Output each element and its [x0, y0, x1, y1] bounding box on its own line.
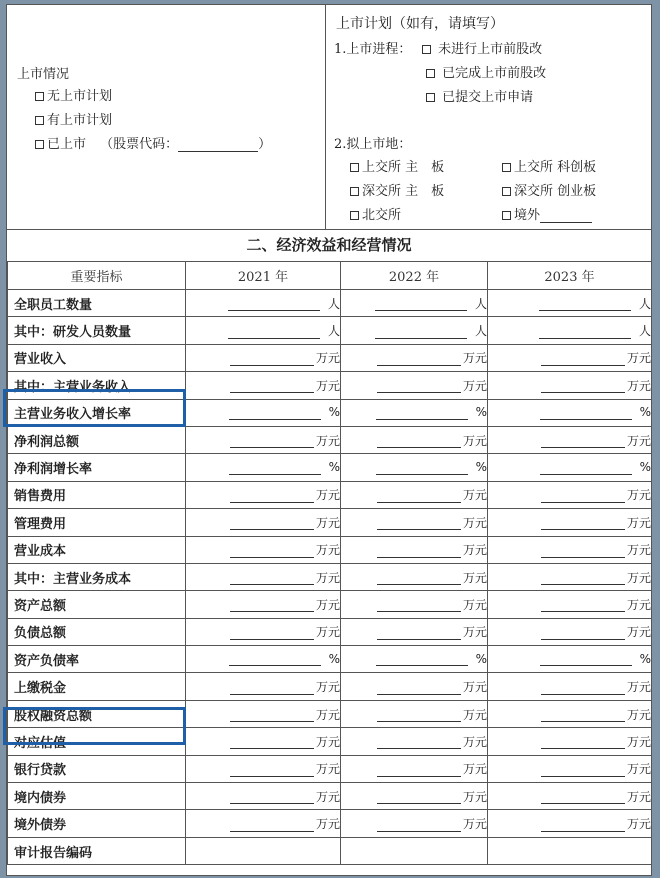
value-cell[interactable] [341, 591, 488, 618]
checkbox[interactable] [422, 45, 431, 54]
input-blank[interactable] [230, 763, 314, 777]
unit-label: 万元 [315, 762, 340, 777]
value-cell[interactable] [488, 755, 652, 782]
value-cell[interactable] [488, 591, 652, 618]
unit-label: 万元 [462, 351, 487, 366]
option-label: 无上市计划 [47, 89, 113, 104]
unit-label: % [475, 405, 487, 420]
input-blank[interactable] [229, 652, 321, 666]
table-row [8, 372, 652, 399]
value-cell[interactable] [186, 344, 341, 371]
row-label: 资产负债率 [8, 646, 186, 673]
unit-label: 万元 [626, 597, 651, 612]
input-blank[interactable] [541, 626, 625, 640]
option-label: 深交所 创业板 [514, 184, 597, 199]
stock-code-close: ） [258, 137, 272, 152]
value-cell[interactable] [341, 755, 488, 782]
listing-status-panel [7, 5, 325, 229]
value-cell[interactable] [186, 426, 341, 453]
value-cell[interactable] [186, 454, 341, 481]
table-row [8, 481, 652, 508]
row-label: 其中：研发人员数量 [8, 317, 186, 344]
input-blank[interactable] [229, 406, 321, 420]
venue-overseas[interactable] [502, 204, 592, 223]
row-label: 营业成本 [8, 536, 186, 563]
form-sheet [6, 4, 652, 876]
option-label: 北交所 [362, 208, 402, 223]
checkbox[interactable] [502, 163, 511, 172]
table-row [8, 810, 652, 837]
checkbox[interactable] [350, 211, 359, 220]
input-blank[interactable] [541, 818, 625, 832]
input-blank[interactable] [377, 818, 461, 832]
input-blank[interactable] [230, 489, 314, 503]
unit-label: 万元 [462, 625, 487, 640]
unit-label: 万元 [462, 707, 487, 722]
input-blank[interactable] [230, 571, 314, 585]
row-label: 管理费用 [8, 509, 186, 536]
progress-option-3[interactable] [426, 86, 533, 105]
value-cell[interactable] [186, 591, 341, 618]
input-blank[interactable] [541, 352, 625, 366]
value-cell[interactable] [341, 509, 488, 536]
table-row [8, 755, 652, 782]
row-label: 其中：主营业务成本 [8, 563, 186, 590]
venue-sse-main[interactable] [350, 156, 444, 175]
unit-label: 人 [327, 296, 340, 311]
input-blank[interactable] [377, 544, 461, 558]
venue-szse-main[interactable] [350, 180, 444, 199]
input-blank[interactable] [539, 325, 631, 339]
listing-section [7, 5, 651, 230]
input-blank[interactable] [541, 763, 625, 777]
unit-label: 万元 [462, 433, 487, 448]
checkbox[interactable] [426, 69, 435, 78]
unit-label: % [639, 460, 651, 475]
value-cell[interactable] [341, 426, 488, 453]
input-blank[interactable] [228, 325, 320, 339]
input-blank[interactable] [377, 708, 461, 722]
row-label: 银行贷款 [8, 755, 186, 782]
unit-label: 万元 [315, 515, 340, 530]
section-title: 二、经济效益和经营情况 [7, 229, 651, 262]
row-label: 营业收入 [8, 344, 186, 371]
table-row [8, 591, 652, 618]
value-cell[interactable] [488, 728, 652, 755]
value-cell[interactable] [488, 618, 652, 645]
input-blank[interactable] [377, 790, 461, 804]
input-blank[interactable] [541, 681, 625, 695]
input-blank[interactable] [377, 571, 461, 585]
input-blank[interactable] [541, 544, 625, 558]
listing-plan-panel [326, 5, 651, 229]
row-label: 主营业务收入增长率 [8, 399, 186, 426]
input-blank[interactable] [230, 352, 314, 366]
input-blank[interactable] [541, 735, 625, 749]
value-cell[interactable] [341, 317, 488, 344]
venue-sse-star[interactable] [502, 156, 596, 175]
table-row [8, 426, 652, 453]
table-header-row [8, 262, 652, 290]
row-label: 销售费用 [8, 481, 186, 508]
table-row [8, 536, 652, 563]
unit-label: 万元 [626, 433, 651, 448]
input-blank[interactable] [377, 489, 461, 503]
input-blank[interactable] [539, 297, 631, 311]
input-blank[interactable] [377, 598, 461, 612]
row-label: 资产总额 [8, 591, 186, 618]
input-blank[interactable] [377, 516, 461, 530]
unit-label: 人 [474, 324, 487, 339]
header-indicator: 重要指标 [8, 262, 186, 290]
unit-label: 万元 [315, 789, 340, 804]
value-cell[interactable] [186, 481, 341, 508]
option-label: 境外 [514, 208, 541, 223]
value-cell[interactable] [341, 646, 488, 673]
value-cell[interactable] [186, 646, 341, 673]
input-blank[interactable] [541, 571, 625, 585]
input-blank[interactable] [230, 544, 314, 558]
input-blank[interactable] [377, 434, 461, 448]
input-blank[interactable] [375, 325, 467, 339]
input-blank[interactable] [230, 818, 314, 832]
unit-label: 万元 [315, 597, 340, 612]
unit-label: 万元 [462, 515, 487, 530]
value-cell[interactable] [186, 563, 341, 590]
value-cell[interactable] [488, 837, 652, 864]
input-blank[interactable] [540, 652, 632, 666]
input-blank[interactable] [377, 735, 461, 749]
unit-label: 万元 [626, 515, 651, 530]
unit-label: 万元 [315, 734, 340, 749]
input-blank[interactable] [230, 379, 314, 393]
input-blank[interactable] [541, 790, 625, 804]
value-cell[interactable] [488, 536, 652, 563]
option-label: 上交所 主 板 [362, 160, 445, 175]
value-cell[interactable] [341, 481, 488, 508]
input-blank[interactable] [541, 489, 625, 503]
unit-label: 万元 [462, 789, 487, 804]
value-cell[interactable] [341, 290, 488, 317]
option-label: 已提交上市申请 [442, 90, 534, 105]
value-cell[interactable] [341, 783, 488, 810]
input-blank[interactable] [230, 516, 314, 530]
option-label: 上交所 科创板 [514, 160, 597, 175]
unit-label: 万元 [315, 817, 340, 832]
checkbox[interactable] [426, 93, 435, 102]
table-row [8, 837, 652, 864]
option-has-plan[interactable] [35, 109, 112, 128]
unit-label: 万元 [626, 817, 651, 832]
value-cell[interactable] [488, 563, 652, 590]
input-blank[interactable] [230, 681, 314, 695]
input-blank[interactable] [375, 297, 467, 311]
unit-label: 人 [474, 296, 487, 311]
value-cell[interactable] [341, 344, 488, 371]
table-row [8, 783, 652, 810]
input-blank[interactable] [541, 434, 625, 448]
unit-label: 万元 [315, 351, 340, 366]
unit-label: 万元 [626, 351, 651, 366]
unit-label: % [328, 651, 340, 666]
value-cell[interactable] [341, 810, 488, 837]
input-blank[interactable] [541, 598, 625, 612]
row-label: 其中：主营业务收入 [8, 372, 186, 399]
value-cell[interactable] [186, 810, 341, 837]
table-row [8, 454, 652, 481]
unit-label: 万元 [315, 488, 340, 503]
row-label: 负债总额 [8, 618, 186, 645]
option-label: 深交所 主 板 [362, 184, 445, 199]
unit-label: 万元 [626, 789, 651, 804]
unit-label: 万元 [626, 543, 651, 558]
option-label: 有上市计划 [47, 113, 113, 128]
unit-label: 万元 [626, 680, 651, 695]
input-blank[interactable] [229, 461, 321, 475]
value-cell[interactable] [488, 673, 652, 700]
input-blank[interactable] [541, 379, 625, 393]
unit-label: 万元 [462, 597, 487, 612]
unit-label: 万元 [626, 488, 651, 503]
input-blank[interactable] [230, 708, 314, 722]
table-row [8, 509, 652, 536]
table-row [8, 563, 652, 590]
progress-option-1[interactable] [422, 38, 542, 57]
progress-option-2[interactable] [426, 62, 546, 81]
row-label: 股权融资总额 [8, 700, 186, 727]
option-listed[interactable] [35, 133, 271, 152]
value-cell[interactable] [341, 673, 488, 700]
unit-label: 万元 [462, 488, 487, 503]
value-cell[interactable] [341, 454, 488, 481]
unit-label: 万元 [315, 570, 340, 585]
listing-status-title: 上市情况 [17, 67, 70, 82]
input-blank[interactable] [377, 352, 461, 366]
value-cell[interactable] [488, 317, 652, 344]
value-cell[interactable] [488, 481, 652, 508]
value-cell[interactable] [341, 399, 488, 426]
value-cell[interactable] [186, 399, 341, 426]
checkbox[interactable] [35, 92, 44, 101]
table-row [8, 317, 652, 344]
row-label: 净利润总额 [8, 426, 186, 453]
option-label: 已上市 [47, 137, 87, 152]
input-blank[interactable] [541, 516, 625, 530]
unit-label: 万元 [626, 625, 651, 640]
value-cell[interactable] [488, 509, 652, 536]
value-cell[interactable] [488, 426, 652, 453]
value-cell[interactable] [341, 372, 488, 399]
unit-label: 万元 [626, 734, 651, 749]
unit-label: 万元 [626, 570, 651, 585]
input-blank[interactable] [540, 461, 632, 475]
value-cell[interactable] [341, 837, 488, 864]
checkbox[interactable] [35, 140, 44, 149]
value-cell[interactable] [488, 344, 652, 371]
value-cell[interactable] [186, 783, 341, 810]
header-2022: 2022 年 [341, 262, 488, 290]
input-blank[interactable] [228, 297, 320, 311]
value-cell[interactable] [186, 536, 341, 563]
value-cell[interactable] [186, 509, 341, 536]
input-blank[interactable] [377, 763, 461, 777]
venue-szse-chinext[interactable] [502, 180, 596, 199]
overseas-field[interactable] [540, 208, 592, 223]
input-blank[interactable] [230, 735, 314, 749]
value-cell[interactable] [341, 536, 488, 563]
unit-label: 人 [638, 296, 651, 311]
table-row [8, 646, 652, 673]
value-cell[interactable] [488, 290, 652, 317]
checkbox[interactable] [350, 163, 359, 172]
value-cell[interactable] [186, 728, 341, 755]
unit-label: 万元 [315, 543, 340, 558]
unit-label: % [639, 651, 651, 666]
value-cell[interactable] [488, 783, 652, 810]
table-row [8, 700, 652, 727]
value-cell[interactable] [186, 673, 341, 700]
unit-label: 万元 [462, 570, 487, 585]
value-cell[interactable] [488, 700, 652, 727]
value-cell[interactable] [488, 810, 652, 837]
unit-label: % [639, 405, 651, 420]
value-cell[interactable] [186, 317, 341, 344]
unit-label: 万元 [462, 680, 487, 695]
value-cell[interactable] [186, 290, 341, 317]
input-blank[interactable] [377, 681, 461, 695]
input-blank[interactable] [541, 708, 625, 722]
input-blank[interactable] [377, 379, 461, 393]
input-blank[interactable] [376, 652, 468, 666]
row-label: 境外债券 [8, 810, 186, 837]
unit-label: 万元 [315, 378, 340, 393]
input-blank[interactable] [376, 461, 468, 475]
value-cell[interactable] [488, 372, 652, 399]
unit-label: 万元 [462, 734, 487, 749]
option-label: 未进行上市前股改 [438, 42, 543, 57]
input-blank[interactable] [377, 626, 461, 640]
option-no-plan[interactable] [35, 85, 112, 104]
value-cell[interactable] [186, 618, 341, 645]
checkbox[interactable] [502, 187, 511, 196]
table-row [8, 399, 652, 426]
row-label: 对应估值 [8, 728, 186, 755]
table-row [8, 344, 652, 371]
unit-label: 万元 [462, 762, 487, 777]
row-label: 上缴税金 [8, 673, 186, 700]
value-cell[interactable] [186, 372, 341, 399]
unit-label: 万元 [315, 680, 340, 695]
table-row [8, 673, 652, 700]
input-blank[interactable] [230, 790, 314, 804]
input-blank[interactable] [230, 626, 314, 640]
value-cell[interactable] [186, 700, 341, 727]
row-label: 全职员工数量 [8, 290, 186, 317]
value-cell[interactable] [186, 837, 341, 864]
unit-label: 万元 [315, 433, 340, 448]
unit-label: 人 [638, 324, 651, 339]
checkbox[interactable] [35, 116, 44, 125]
table-row [8, 728, 652, 755]
input-blank[interactable] [230, 598, 314, 612]
value-cell[interactable] [186, 755, 341, 782]
value-cell[interactable] [341, 728, 488, 755]
unit-label: % [328, 460, 340, 475]
venue-label: 2.拟上市地： [334, 137, 412, 152]
unit-label: 万元 [462, 817, 487, 832]
indicator-table [7, 261, 652, 865]
header-2021: 2021 年 [186, 262, 341, 290]
unit-label: 万元 [315, 707, 340, 722]
unit-label: % [475, 651, 487, 666]
value-cell[interactable] [341, 618, 488, 645]
value-cell[interactable] [488, 646, 652, 673]
unit-label: 万元 [315, 625, 340, 640]
stock-code-field[interactable] [178, 137, 258, 152]
option-label: 已完成上市前股改 [442, 66, 547, 81]
input-blank[interactable] [376, 406, 468, 420]
table-body [8, 290, 652, 865]
unit-label: 万元 [462, 378, 487, 393]
input-blank[interactable] [230, 434, 314, 448]
table-row [8, 290, 652, 317]
unit-label: % [328, 405, 340, 420]
checkbox[interactable] [350, 187, 359, 196]
value-cell[interactable] [341, 563, 488, 590]
header-2023: 2023 年 [488, 262, 652, 290]
unit-label: 万元 [462, 543, 487, 558]
unit-label: 万元 [626, 707, 651, 722]
unit-label: 人 [327, 324, 340, 339]
row-label: 境内债券 [8, 783, 186, 810]
value-cell[interactable] [488, 454, 652, 481]
table-row [8, 618, 652, 645]
unit-label: 万元 [626, 378, 651, 393]
row-label: 审计报告编码 [8, 837, 186, 864]
stock-code-label: （股票代码： [100, 137, 179, 152]
value-cell[interactable] [488, 399, 652, 426]
venue-bse[interactable] [350, 204, 401, 223]
row-label: 净利润增长率 [8, 454, 186, 481]
checkbox[interactable] [502, 211, 511, 220]
unit-label: % [475, 460, 487, 475]
input-blank[interactable] [540, 406, 632, 420]
unit-label: 万元 [626, 762, 651, 777]
value-cell[interactable] [341, 700, 488, 727]
progress-label: 1.上市进程： [334, 42, 412, 57]
plan-title: 上市计划（如有，请填写） [336, 16, 504, 32]
